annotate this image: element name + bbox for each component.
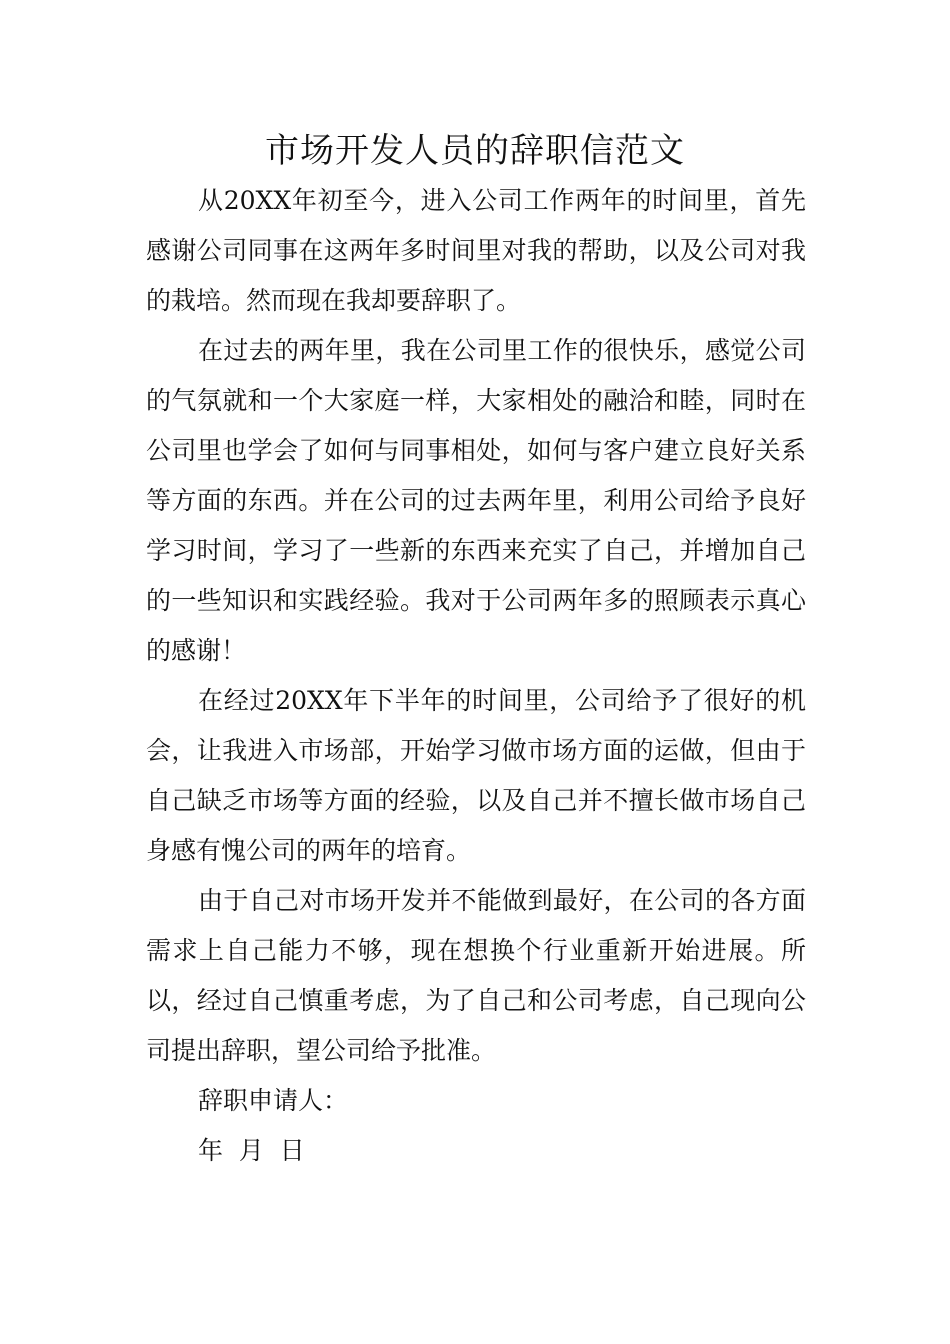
document-body <box>146 176 806 1176</box>
paragraph-3: 在经过20XX年下半年的时间里，公司给予了很好的机会，让我进入市场部，开始学习做市场方面的运做，但由于自己缺乏市场等方面的经验，以及自己并不擅长做市场自己身感有愧公司的两年的培育。 <box>146 686 806 865</box>
paragraph-2: 在过去的两年里，我在公司里工作的很快乐，感觉公司的气氛就和一个大家庭一样，大家相处的融洽和睦，同时在公司里也学会了如何与同事相处，如何与客户建立良好关系等方面的东西。并在公司的过去两年里，利用公司给予良好学习时间，学习了一些新的东西来充实了自己，并增加自己的一些知识和实践经验。我对于公司两年多的照顾表示真心的感谢！ <box>146 336 806 665</box>
signature-label: 辞职申请人： <box>198 1086 349 1115</box>
document-title: 市场开发人员的辞职信范文 <box>265 131 685 171</box>
paragraph-1: 从20XX年初至今，进入公司工作两年的时间里，首先感谢公司同事在这两年多时间里对我的帮助，以及公司对我的栽培。然而现在我却要辞职了。 <box>146 186 806 315</box>
date-label: 年 月 日 <box>198 1136 305 1165</box>
paragraph-4: 由于自己对市场开发并不能做到最好，在公司的各方面需求上自己能力不够，现在想换个行业重新开始进展。所以，经过自己慎重考虑，为了自己和公司考虑，自己现向公司提出辞职，望公司给予批准。 <box>146 886 806 1065</box>
